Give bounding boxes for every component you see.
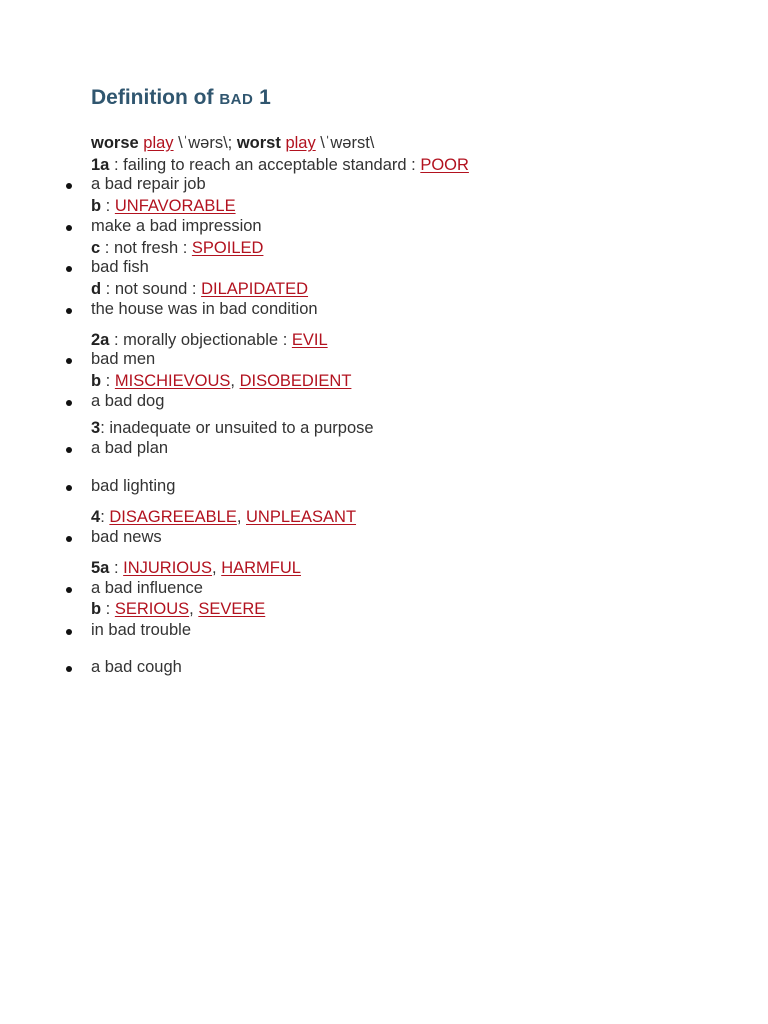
- bullet: [66, 266, 72, 272]
- synonym-link-evil[interactable]: EVIL: [291, 331, 328, 349]
- example-8: bad lighting: [91, 477, 176, 495]
- example-6: a bad dog: [91, 392, 165, 410]
- example-3: bad fish: [91, 258, 149, 276]
- sense-1c: [91, 238, 263, 258]
- sense-text: : not fresh :: [100, 239, 192, 257]
- headword: BAD: [219, 91, 254, 108]
- page-title: [91, 86, 271, 110]
- bullet: [66, 400, 72, 406]
- sense-label: 5a: [91, 559, 110, 577]
- sense-label: 4: [91, 508, 101, 526]
- example-5: bad men: [91, 350, 156, 368]
- sense-1d: [91, 279, 308, 299]
- title-prefix: Definition of: [91, 86, 214, 109]
- sense-separator: :: [101, 197, 115, 215]
- example-12: a bad cough: [91, 658, 182, 676]
- synonym-link-harmful[interactable]: HARMFUL: [221, 559, 301, 577]
- form-worse: worse: [91, 134, 139, 152]
- sense-label: 3: [91, 419, 101, 437]
- synonym-link-unpleasant[interactable]: UNPLEASANT: [246, 508, 357, 526]
- synonym-link-disagreeable[interactable]: DISAGREEABLE: [109, 508, 237, 526]
- inflected-forms: [91, 133, 374, 153]
- example-7: a bad plan: [91, 439, 169, 457]
- example-2: make a bad impression: [91, 217, 262, 235]
- synonym-link-disobedient[interactable]: DISOBEDIENT: [239, 372, 352, 390]
- bullet: [66, 666, 72, 672]
- pronunciation-worse: \ˈwərs\;: [173, 134, 237, 152]
- sense-4: [91, 507, 356, 527]
- synonym-link-injurious[interactable]: INJURIOUS: [123, 559, 213, 577]
- sense-text: : morally objectionable :: [109, 331, 292, 349]
- sense-1a: [91, 155, 469, 175]
- sense-text: : not sound :: [101, 280, 202, 298]
- comma: ,: [189, 600, 199, 618]
- synonym-link-dilapidated[interactable]: DILAPIDATED: [201, 280, 309, 298]
- synonym-link-serious[interactable]: SERIOUS: [114, 600, 190, 618]
- bullet: [66, 447, 72, 453]
- sense-2b: [91, 371, 351, 391]
- sense-text: : inadequate or unsuited to a purpose: [100, 419, 374, 437]
- example-11: in bad trouble: [91, 621, 191, 639]
- example-1: a bad repair job: [91, 175, 206, 193]
- sense-label: 1a: [91, 156, 110, 174]
- bullet: [66, 587, 72, 593]
- comma: ,: [236, 508, 246, 526]
- pronunciation-worst: \ˈwərst\: [315, 134, 375, 152]
- sense-5b: [91, 599, 265, 619]
- play-link-worse[interactable]: play: [143, 134, 174, 152]
- homograph-number: 1: [259, 86, 271, 109]
- sense-separator: :: [101, 372, 115, 390]
- comma: ,: [230, 372, 240, 390]
- sense-label: 2a: [91, 331, 110, 349]
- comma: ,: [212, 559, 222, 577]
- synonym-link-poor[interactable]: POOR: [420, 156, 469, 174]
- sense-1b: [91, 196, 236, 216]
- sense-label: d: [91, 280, 102, 298]
- synonym-link-unfavorable[interactable]: UNFAVORABLE: [114, 197, 236, 215]
- sense-separator: :: [109, 559, 124, 577]
- sense-separator: :: [100, 508, 110, 526]
- example-4: the house was in bad condition: [91, 300, 318, 318]
- synonym-link-severe[interactable]: SEVERE: [198, 600, 266, 618]
- sense-2a: [91, 330, 328, 350]
- example-9: bad news: [91, 528, 162, 546]
- sense-3: [91, 418, 374, 438]
- example-10: a bad influence: [91, 579, 203, 597]
- bullet: [66, 183, 72, 189]
- synonym-link-spoiled[interactable]: SPOILED: [191, 239, 264, 257]
- play-link-worst[interactable]: play: [285, 134, 316, 152]
- bullet: [66, 358, 72, 364]
- bullet: [66, 536, 72, 542]
- synonym-link-mischievous[interactable]: MISCHIEVOUS: [114, 372, 231, 390]
- sense-label: c: [91, 239, 101, 257]
- sense-separator: :: [101, 600, 115, 618]
- sense-label: b: [91, 600, 102, 618]
- sense-5a: [91, 558, 301, 578]
- sense-label: b: [91, 372, 102, 390]
- bullet: [66, 485, 72, 491]
- sense-text: : failing to reach an acceptable standard :: [109, 156, 421, 174]
- bullet: [66, 308, 72, 314]
- form-worst: worst: [236, 134, 281, 152]
- sense-label: b: [91, 197, 102, 215]
- bullet: [66, 629, 72, 635]
- bullet: [66, 225, 72, 231]
